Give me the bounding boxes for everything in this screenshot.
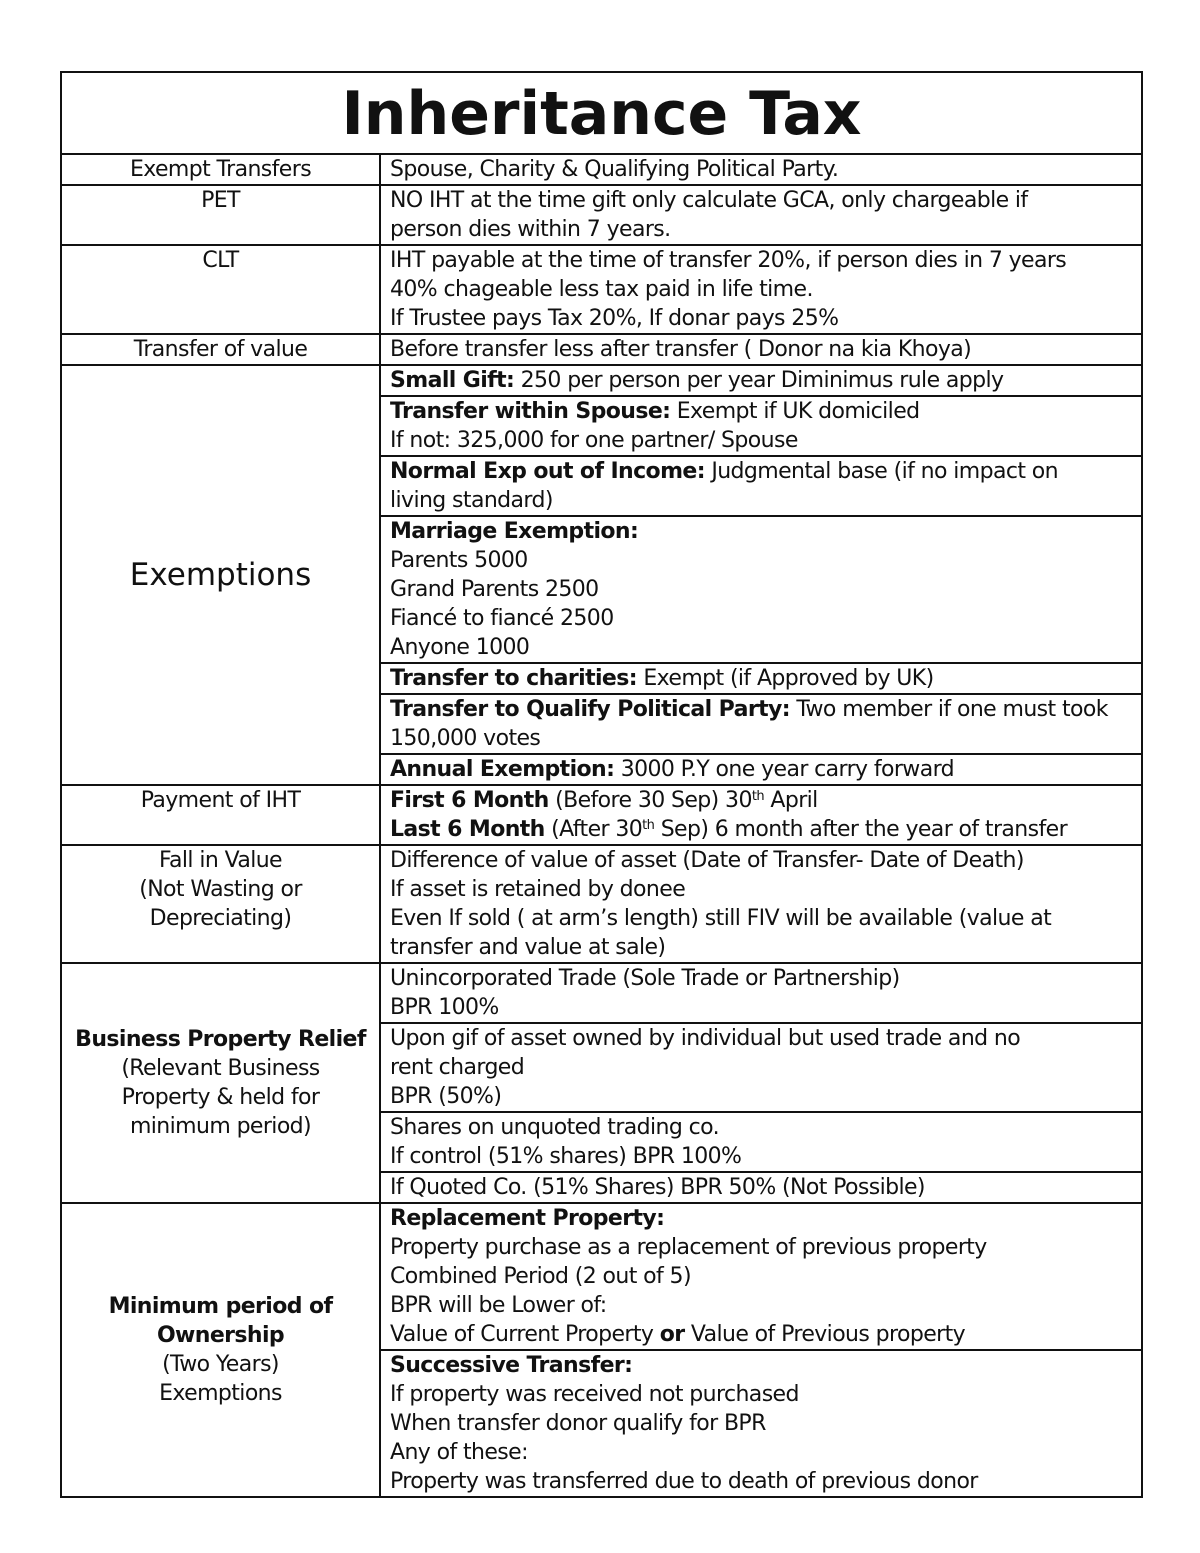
superscript: th [751, 789, 764, 804]
row-value [380, 1112, 1142, 1172]
item-heading: Transfer to Qualify Political Party: [390, 697, 790, 722]
label-line: Property & held for [121, 1085, 320, 1110]
text-line: When transfer donor qualify for BPR [390, 1411, 766, 1436]
item-text: Exempt if UK domiciled [670, 399, 920, 424]
ownership-label [61, 1203, 380, 1497]
row-value: Before transfer less after transfer ( Donor na kia Khoya) [380, 334, 1142, 365]
text-line: Fiancé to fiancé 2500 [390, 606, 614, 631]
item-heading: Marriage Exemption: [390, 519, 639, 544]
row-exempt-transfers [61, 154, 1142, 185]
row-value [380, 516, 1142, 663]
row-value [380, 185, 1142, 245]
row-bpr-unincorporated [61, 963, 1142, 1023]
text-line: person dies within 7 years. [390, 217, 671, 242]
row-pet [61, 185, 1142, 245]
text-line: If property was received not purchased [390, 1382, 799, 1407]
row-value [380, 1203, 1142, 1350]
text-line: 40% chageable less tax paid in life time. [390, 277, 813, 302]
label-line: (Two Years) [162, 1352, 279, 1377]
row-value [380, 456, 1142, 516]
item-text: Judgmental base (if no impact on [704, 459, 1058, 484]
item-text: (Before 30 Sep) 30 [548, 788, 752, 813]
row-label: Exempt Transfers [61, 154, 380, 185]
row-ownership-replacement [61, 1203, 1142, 1350]
row-value [380, 396, 1142, 456]
or-keyword: or [659, 1322, 685, 1347]
text-line: Property was transferred due to death of previous donor [390, 1469, 978, 1494]
text-line: Unincorporated Trade (Sole Trade or Partnership) [390, 966, 900, 991]
label-line: (Relevant Business [121, 1056, 320, 1081]
text-line: NO IHT at the time gift only calculate GCA, only chargeable if [390, 188, 1028, 213]
text-line: If asset is retained by donee [390, 877, 686, 902]
item-text: Value of Current Property [390, 1322, 660, 1347]
page-title: Inheritance Tax [61, 72, 1142, 154]
item-heading: Annual Exemption: [390, 757, 615, 782]
row-value [380, 663, 1142, 694]
row-label: Transfer of value [61, 334, 380, 365]
row-label [61, 845, 380, 963]
row-value [380, 694, 1142, 754]
item-heading: Replacement Property: [390, 1206, 665, 1231]
label-line: minimum period) [129, 1114, 312, 1139]
text-line: If not: 325,000 for one partner/ Spouse [390, 428, 798, 453]
text-line: 150,000 votes [390, 726, 541, 751]
text-line: Even If sold ( at arm’s length) still FIV will be available (value at [390, 906, 1052, 931]
item-text: 250 per person per year Diminimus rule apply [514, 368, 1004, 393]
item-heading: First 6 Month [390, 788, 549, 813]
row-clt [61, 245, 1142, 334]
inheritance-tax-table [60, 71, 1143, 1498]
bpr-label [61, 963, 380, 1203]
row-value [380, 754, 1142, 785]
text-line: Any of these: [390, 1440, 528, 1465]
row-value [380, 845, 1142, 963]
row-payment [61, 785, 1142, 845]
label-line: Exemptions [159, 1381, 282, 1406]
row-value [380, 245, 1142, 334]
text-line: BPR 100% [390, 995, 499, 1020]
row-label: PET [61, 185, 380, 245]
row-value [380, 963, 1142, 1023]
row-transfer-of-value [61, 334, 1142, 365]
item-heading: Transfer within Spouse: [390, 399, 671, 424]
text-line: If control (51% shares) BPR 100% [390, 1144, 742, 1169]
text-line: BPR (50%) [390, 1084, 502, 1109]
row-value: Spouse, Charity & Qualifying Political Party. [380, 154, 1142, 185]
label-line: Fall in Value [159, 848, 282, 873]
label-heading: Business Property Relief [75, 1027, 366, 1052]
text-line: Grand Parents 2500 [390, 577, 599, 602]
item-text: April [763, 788, 818, 813]
item-text: Value of Previous property [684, 1322, 966, 1347]
row-value: If Quoted Co. (51% Shares) BPR 50% (Not Possible) [380, 1172, 1142, 1203]
text-line: IHT payable at the time of transfer 20%, if person dies in 7 years [390, 248, 1067, 273]
label-heading: Ownership [156, 1323, 285, 1348]
exemptions-label: Exemptions [61, 365, 380, 785]
row-fall-in-value [61, 845, 1142, 963]
row-label: Payment of IHT [61, 785, 380, 845]
item-text: Two member if one must took [789, 697, 1108, 722]
text-line: BPR will be Lower of: [390, 1293, 607, 1318]
label-line: Depreciating) [149, 906, 292, 931]
text-line: Shares on unquoted trading co. [390, 1115, 720, 1140]
text-line: Anyone 1000 [390, 635, 530, 660]
text-line: Property purchase as a replacement of previous property [390, 1235, 987, 1260]
superscript: th [642, 818, 655, 833]
item-heading: Small Gift: [390, 368, 515, 393]
text-line: transfer and value at sale) [390, 935, 666, 960]
item-heading: Last 6 Month [390, 817, 545, 842]
row-value [380, 785, 1142, 845]
row-value [380, 1023, 1142, 1112]
text-line: If Trustee pays Tax 20%, If donar pays 25% [390, 306, 839, 331]
text-line: Difference of value of asset (Date of Transfer- Date of Death) [390, 848, 1024, 873]
item-text: Sep) 6 month after the year of transfer [654, 817, 1068, 842]
item-heading: Successive Transfer: [390, 1353, 633, 1378]
text-line: Combined Period (2 out of 5) [390, 1264, 691, 1289]
row-value [380, 365, 1142, 396]
label-heading: Minimum period of [108, 1294, 333, 1319]
text-line: Upon gif of asset owned by individual but used trade and no [390, 1026, 1021, 1051]
text-line: Parents 5000 [390, 548, 528, 573]
item-text: 3000 P.Y one year carry forward [614, 757, 954, 782]
item-heading: Normal Exp out of Income: [390, 459, 705, 484]
title-row [61, 72, 1142, 154]
text-line: living standard) [390, 488, 553, 513]
item-heading: Transfer to charities: [390, 666, 637, 691]
label-line: (Not Wasting or [139, 877, 302, 902]
row-label: CLT [61, 245, 380, 334]
row-value [380, 1350, 1142, 1497]
item-text: Exempt (if Approved by UK) [636, 666, 934, 691]
text-line: rent charged [390, 1055, 525, 1080]
row-exemptions-small-gift [61, 365, 1142, 396]
item-text: (After 30 [544, 817, 643, 842]
